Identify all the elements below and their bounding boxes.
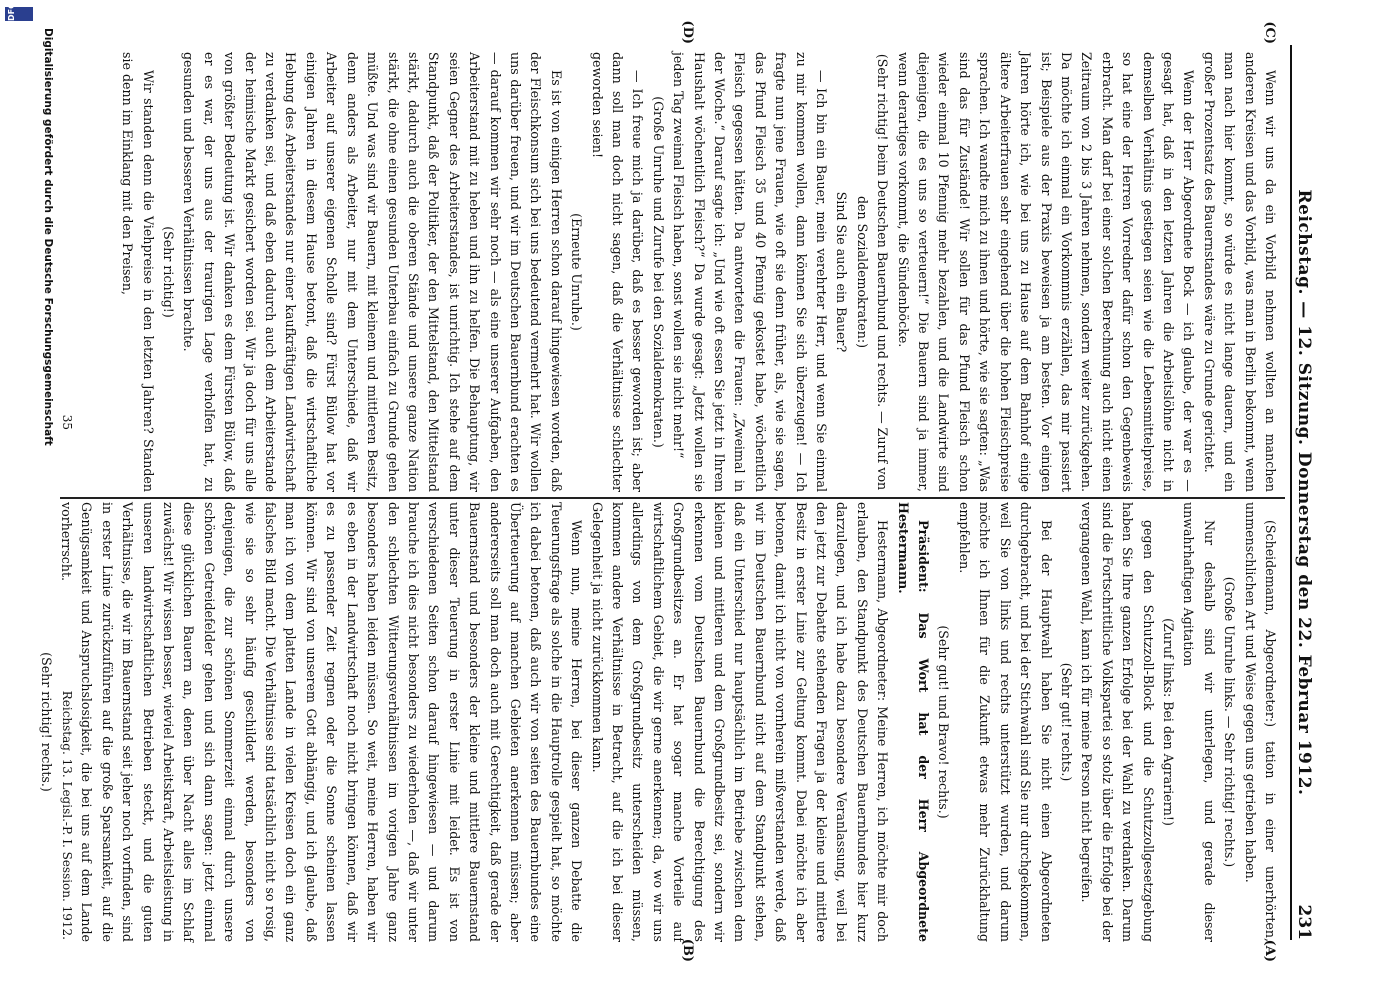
dfg-logo-text: DFG bbox=[7, 2, 16, 21]
margin-letter-b: (B) bbox=[680, 938, 695, 962]
right-column-paragraph: (Sehr richtig!) bbox=[161, 226, 177, 318]
digitization-credit: Digitalisierung gefördert durch die Deutsche Forschungsgemeinschaft bbox=[42, 28, 54, 446]
right-column-paragraph: — Ich freue mich ja darüber, daß es besser geworden ist; aber dann soll man doch nicht sagen, daß die Verhältnisse schlechter geworden seien! bbox=[589, 52, 646, 492]
dfg-logo bbox=[5, 2, 33, 21]
right-column-paragraph: Es ist von einigen Herren schon darauf hingewiesen worden, daß der Fleischkonsum sich bei uns bedeutend vermehrt hat. Wir wollen uns darüber freuen, und wir im Deutschen Bauernbund erachten es — darauf kommen wir sehr noch — als eine unserer Aufgaben, den Arbeiterstand mit zu heben und ihn zu helfen. Die Behauptung, wir seien Gegner des Arbeiterstandes, ist unrichtig. Ich stehe auf dem Standpunkt, daß der Politiker, der den Mittelstand, den Mittelstand stärkt, dadurch auch die oberen Stände und unsere ganze Nation stärkt, die ohne einen gesunden Unterbau einfach zu Grunde gehen müßte. Und was sind wir Bauern, mit kleinem und mittleren Besitz, denn anders als Arbeiter, nur mit dem Unterschiede, daß wir Arbeiter auf unserer eigenen Scholle sind? Fürst Bülow hat vor einigen Jahren in diesem Hause betont, daß die wirtschaftliche Hebung des Arbeiterstandes nur einer kaufkräftigen Landwirtschaft zu verdanken sei, und daß eben dadurch auch dem Arbeiterstande der heimische Markt gesichert worden sei. Wir ja doch für uns alle von größter Bedeutung ist. Wir danken es dem Fürsten Bülow, daß er es war, der uns aus der traurigen Lage verholfen hat, zu gesunden und besseren Verhältnissen brachte. bbox=[181, 52, 564, 492]
right-column-paragraph: Wenn der Herr Abgeordnete Bock — ich glaube, der war es — gesagt hat, daß in den letzten Jahren die Arbeitslöhne nicht in demselben Verhältnis gestiegen seien wie die Lebensmittelpreise, so hat eine der Herren Vorredner dafür schon den Gegenbeweis erbracht. Man darf bei einer solchen Berechnung auch nicht einen Zeitraum von 2 bis 3 Jahren nehmen, sondern weiter zurückgehen. Da möchte ich einmal ein Vorkommnis erzählen, das mir passiert ist; Beispiele aus der Praxis beweisen ja am besten. Vor einigen Jahren hörte ich, wie bei uns zu Hause auf dem Bahnhof einige ältere Arbeiterfrauen sehr eingehend über die hohen Fleischpreise sprachen. Ich wandte mich zu ihnen und hörte, wie sie sagten: „Was sind das für Zustände! Wir sollen für das Pfund Fleisch schon wieder einmal 10 Pfennig mehr bezahlen, und die Landwirte sind diejenigen, die es uns so verteuern!“ Die Bauern sind ja immer, wenn derartiges vorkommt, die Sündenböcke. bbox=[895, 52, 1197, 492]
margin-letter-a: (A) bbox=[1262, 939, 1277, 962]
column-divider bbox=[60, 497, 1285, 499]
left-column-paragraph: gegen den Schutzzoll-Block und die Schutzzollgesetzgebung haben Sie Ihre ganzen Erfolge bei der Wahl zu verdanken. Darum sind die Fortschrittliche Volkspartei so stolz über die Erfolge bei der vergangenen Wahl, kann ich für meine Person nicht begreifen. bbox=[1079, 502, 1156, 942]
right-column-paragraph: Sind Sie auch ein Bauer? bbox=[834, 191, 850, 353]
left-column-paragraph: (Scheidemann, Abgeordneter:) tation in einer unerhörten, unmenschlichen Art und Weise gegen uns getrieben haben. bbox=[1242, 502, 1278, 942]
margin-letter-c: (C) bbox=[1262, 21, 1277, 44]
left-column-paragraph: (Zuruf links: Bei den Agrariern!) bbox=[1160, 618, 1176, 826]
page-header bbox=[1294, 45, 1322, 940]
right-column-paragraph: (Sehr richtig! beim Deutschen Bauernbund und rechts. — Zuruf von den Sozialdemokraten:) bbox=[854, 53, 891, 491]
left-column-paragraph: (Große Unruhe links. — Sehr richtig! rechts.) bbox=[1222, 576, 1238, 868]
header-rule bbox=[1290, 45, 1292, 940]
left-column-paragraph: Bei der Hauptwahl haben Sie nicht einen Abgeordneten durchgebracht, und bei der Stichwahl sind Sie nur durchgekommen, weil Sie von links und rechts unterstützt wurden, und darum möchte ich Ihnen für die Zukunft etwas mehr Zurückhaltung empfehlen. bbox=[956, 502, 1054, 942]
left-column-paragraph: Hestermann, Abgeordneter: Meine Herren, ich möchte mir doch erlauben, den Standpunkt des Deutschen Bauernbundes hier kurz darzulegen, und ich habe dazu besondere Veranlassung, weil bei den jetzt zur Debatte stehenden Fragen ja der kleine und mittlere Besitz in erster Linie zur Geltung kommt. Dabei möchte ich aber betonen, damit ich nicht von vornherein mißverstanden werde, daß wir im Deutschen Bauernbund nicht auf dem Standpunkt stehen, daß ein Unterschied nur hauptsächlich im Betriebe zwischen dem kleinen und mittleren und dem Großgrundbesitz sei, sondern wir erkennen vom Deutschen Bauernbund die Berechtigung des Großgrundbesitzes an. Er hat sogar manche Vorteile auf wirtschaftlichem Gebiet, die wir gerne anerkennen; da, wo wir uns allerdings von dem Großgrundbesitz unterscheiden müssen, kommen andere Verhältnisse in Betracht, auf die ich bei dieser Gelegenheit ja nicht zurückkommen kann. bbox=[589, 502, 891, 942]
left-column-paragraph: (Sehr richtig! rechts.) bbox=[38, 652, 54, 792]
page-title: Reichstag. — 12. Sitzung. Donnerstag den 22. Februar 1912. bbox=[1294, 189, 1314, 796]
right-column-paragraph: (Erneute Unruhe.) bbox=[569, 213, 585, 331]
footer-sheet-number: 35 bbox=[60, 414, 74, 430]
left-column-paragraph: Präsident: Das Wort hat der Herr Abgeordnete Hestermann. bbox=[895, 502, 932, 942]
right-column-paragraph: Wir standen denn die Viehpreise in den letzten Jahren? Standen sie denn im Einklang mit den Preisen, bbox=[120, 52, 156, 492]
margin-letter-d: (D) bbox=[680, 20, 695, 44]
page-number: 231 bbox=[1294, 904, 1314, 940]
left-column-paragraph: Nur deshalb sind wir unterlegen, und gerade dieser unwahrhaftigen Agitation bbox=[1181, 502, 1217, 942]
right-column-paragraph: Wenn wir uns da ein Vorbild nehmen wollten an manchen anderen Kreisen und das Vorbild, was man in Berlin bekommt, wenn man nach hier kommt, so würde es nicht lange dauern, und ein großer Prozentsatz des Bauernstandes wäre zu Grunde gerichtet. bbox=[1201, 52, 1278, 492]
left-column-paragraph: Wenn nun, meine Herren, bei dieser ganzen Debatte die Teuerungsfrage als solche in die Hauptrolle gespielt hat, so möchte ich dabei betonen, daß auch wir von seiten des Bauernbundes eine Überteuerung auf manchen Gebieten anerkennen müssen; aber andererseits soll man doch auch mit Gerechtigkeit, daß gerade der Bauernstand und besonders der kleine und mittlere Bauernstand unter dieser Teuerung in erster Linie mit leidet. Es ist von verschiedenen Seiten schon darauf hingewiesen — und darum brauche ich dies nicht besonders zu wiederholen —, daß wir unter den schlechten Witterungsverhältnissen im vorigen Jahre ganz besonders haben leiden müssen. So weit, meine Herren, haben wir es eben in der Landwirtschaft noch nicht bringen können, daß wir es zu passender Zeit regnen oder die Sonne scheinen lassen können. Wir sind von unserem Gott abhängig, und ich glaube, daß man ich von dem platten Lande in vielen Kreisen doch ein ganz falsches Bild macht. Die Verhältnisse sind tatsächlich nicht so rosig, wie sie so sehr häufig geschildert werden, besonders von denjenigen, die zur schönen Sommerzeit einmal durch unsere schönen Getreidefelder gehen und sich dann sagen: jetzt einmal diese glücklichen Bauern an, denen über Nacht alles im Schlaf zuwächst! Wir wissen besser, wieviel Arbeitskraft, Arbeitsleistung in unseren landwirtschaftlichen Betrieben steckt, und die guten Verhältnisse, die wir im Bauernstand seit jeher noch vorfinden, sind in erster Linie zurückzuführen auf die große Sparsamkeit, auf die Genügsamkeit und Anspruchslosigkeit, die bei uns auf dem Lande vorherrscht. bbox=[59, 502, 585, 942]
right-column-paragraph: (Große Unruhe und Zurufe bei den Sozialdemokraten.) bbox=[650, 96, 666, 448]
footer-session: Reichstag. 13. Legisl.-P. I. Session. 1912. bbox=[60, 690, 74, 940]
right-column-paragraph: — Ich bin ein Bauer, mein verehrter Herr, und wenn Sie einmal zu mir kommen wollen, dann können Sie sich überzeugen! — Ich fragte nun jene Frauen, wie oft sie denn früher, als, wie sie sagen, das Pfund Fleisch 35 und 40 Pfennig gekostet habe, wöchentlich Fleisch gegessen hätten. Da antworteten die Frauen: „Zweimal in der Woche.“ Darauf sagte ich: „Und wie oft essen Sie jetzt in Ihrem Haushalt wöchentlich Fleisch?“ Da wurde gesagt: „Jetzt wollen sie jeden Tag zweimal Fleisch haben, sonst wollen sie nicht mehr!“ bbox=[671, 52, 830, 492]
right-column bbox=[95, 52, 1280, 492]
left-column-paragraph: (Sehr gut! und Bravo! rechts.) bbox=[936, 625, 952, 819]
left-column-paragraph: (Sehr gut! rechts.) bbox=[1058, 662, 1074, 782]
